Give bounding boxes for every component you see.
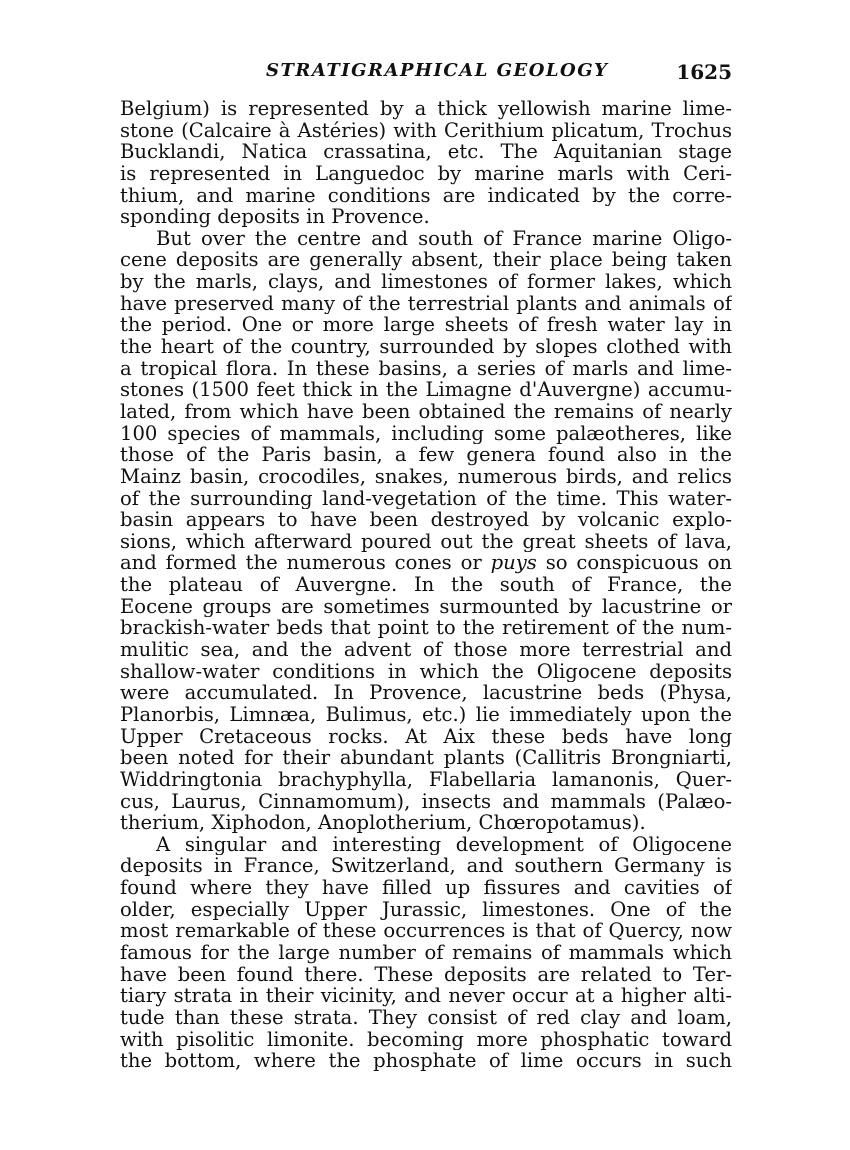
text-line: basin appears to have been destroyed by volcanic explo-: [120, 509, 732, 531]
text-line: famous for the large number of remains of mammals which: [120, 941, 732, 964]
text-line: with pisolitic limonite. becoming more phosphatic toward: [120, 1028, 732, 1051]
text-line: the heart of the country, surrounded by slopes clothed with: [120, 336, 732, 358]
text-line: Planorbis, Limnæa, Bulimus, etc.) lie immediately upon the: [120, 703, 732, 726]
text-line: sponding deposits in Provence.: [120, 206, 430, 228]
text-line: the period. One or more large sheets of fresh water lay in: [120, 314, 732, 337]
text-line: and formed the numerous cones or puys so conspicuous on: [120, 552, 732, 575]
text-line: found where they have filled up fissures and cavities of: [120, 877, 732, 899]
text-line: thium, and marine conditions are indicated by the corre-: [120, 184, 732, 207]
text-line: Upper Cretaceous rocks. At Aix these beds have long: [120, 725, 732, 748]
text-line: been noted for their abundant plants (Callitris Brongniarti,: [120, 747, 732, 769]
body-text: [120, 98, 732, 1072]
text-line: therium, Xiphodon, Anoplotherium, Chœropotamus).: [120, 812, 646, 834]
page-header: [120, 60, 732, 88]
text-line: is represented in Languedoc by marine marls with Ceri-: [120, 162, 732, 185]
text-line: tude than these strata. They consist of red clay and loam,: [120, 1006, 732, 1029]
text-line: shallow-water conditions in which the Oligocene deposits: [120, 660, 732, 683]
running-title: STRATIGRAPHICAL GEOLOGY: [266, 60, 609, 81]
text-line: cene deposits are generally absent, their place being taken: [120, 249, 732, 272]
text-line: brackish-water beds that point to the retirement of the num-: [120, 617, 732, 640]
text-line: tiary strata in their vicinity, and never occur at a higher alti-: [120, 985, 732, 1007]
text-line: sions, which afterward poured out the great sheets of lava,: [120, 530, 732, 553]
text-line: the bottom, where the phosphate of lime occurs in such: [120, 1050, 732, 1072]
text-line: lated, from which have been obtained the remains of nearly: [120, 400, 732, 423]
text-line: deposits in France, Switzerland, and southern Germany is: [120, 855, 732, 878]
text-line: of the surrounding land-vegetation of the time. This water-: [120, 487, 732, 510]
text-line: those of the Paris basin, a few genera found also in the: [120, 444, 732, 466]
text-line: the plateau of Auvergne. In the south of France, the: [120, 574, 732, 596]
text-line: most remarkable of these occurrences is that of Quercy, now: [120, 920, 732, 942]
text-line: stones (1500 feet thick in the Limagne d'Auvergne) accumu-: [120, 379, 732, 401]
text-line: by the marls, clays, and limestones of former lakes, which: [120, 271, 732, 293]
text-line: Eocene groups are sometimes surmounted by lacustrine or: [120, 595, 732, 618]
text-line: have been found there. These deposits are related to Ter-: [120, 963, 732, 986]
text-line: 100 species of mammals, including some palæotheres, like: [120, 422, 732, 445]
text-line: were accumulated. In Provence, lacustrine beds (Physa,: [120, 682, 732, 704]
text-line: A singular and interesting development of Oligocene: [156, 833, 732, 856]
text-line: older, especially Upper Jurassic, limestones. One of the: [120, 898, 732, 921]
text-line: Mainz basin, crocodiles, snakes, numerous birds, and relics: [120, 465, 732, 488]
text-line: mulitic sea, and the advent of those more terrestrial and: [120, 639, 732, 661]
text-line: have preserved many of the terrestrial plants and animals of: [120, 292, 732, 315]
text-line: Widdringtonia brachyphylla, Flabellaria lamanonis, Quer-: [120, 768, 732, 791]
text-line: Bucklandi, Natica crassatina, etc. The Aquitanian stage: [120, 141, 732, 163]
text-line: Belgium) is represented by a thick yellowish marine lime-: [120, 98, 732, 120]
text-line: cus, Laurus, Cinnamomum), insects and mammals (Palæo-: [120, 790, 732, 813]
text-line: But over the centre and south of France marine Oligo-: [156, 227, 732, 250]
text-line: a tropical flora. In these basins, a series of marls and lime-: [120, 357, 732, 380]
text-line: stone (Calcaire à Astéries) with Cerithium plicatum, Trochus: [120, 119, 732, 142]
page-number: 1625: [676, 60, 732, 84]
